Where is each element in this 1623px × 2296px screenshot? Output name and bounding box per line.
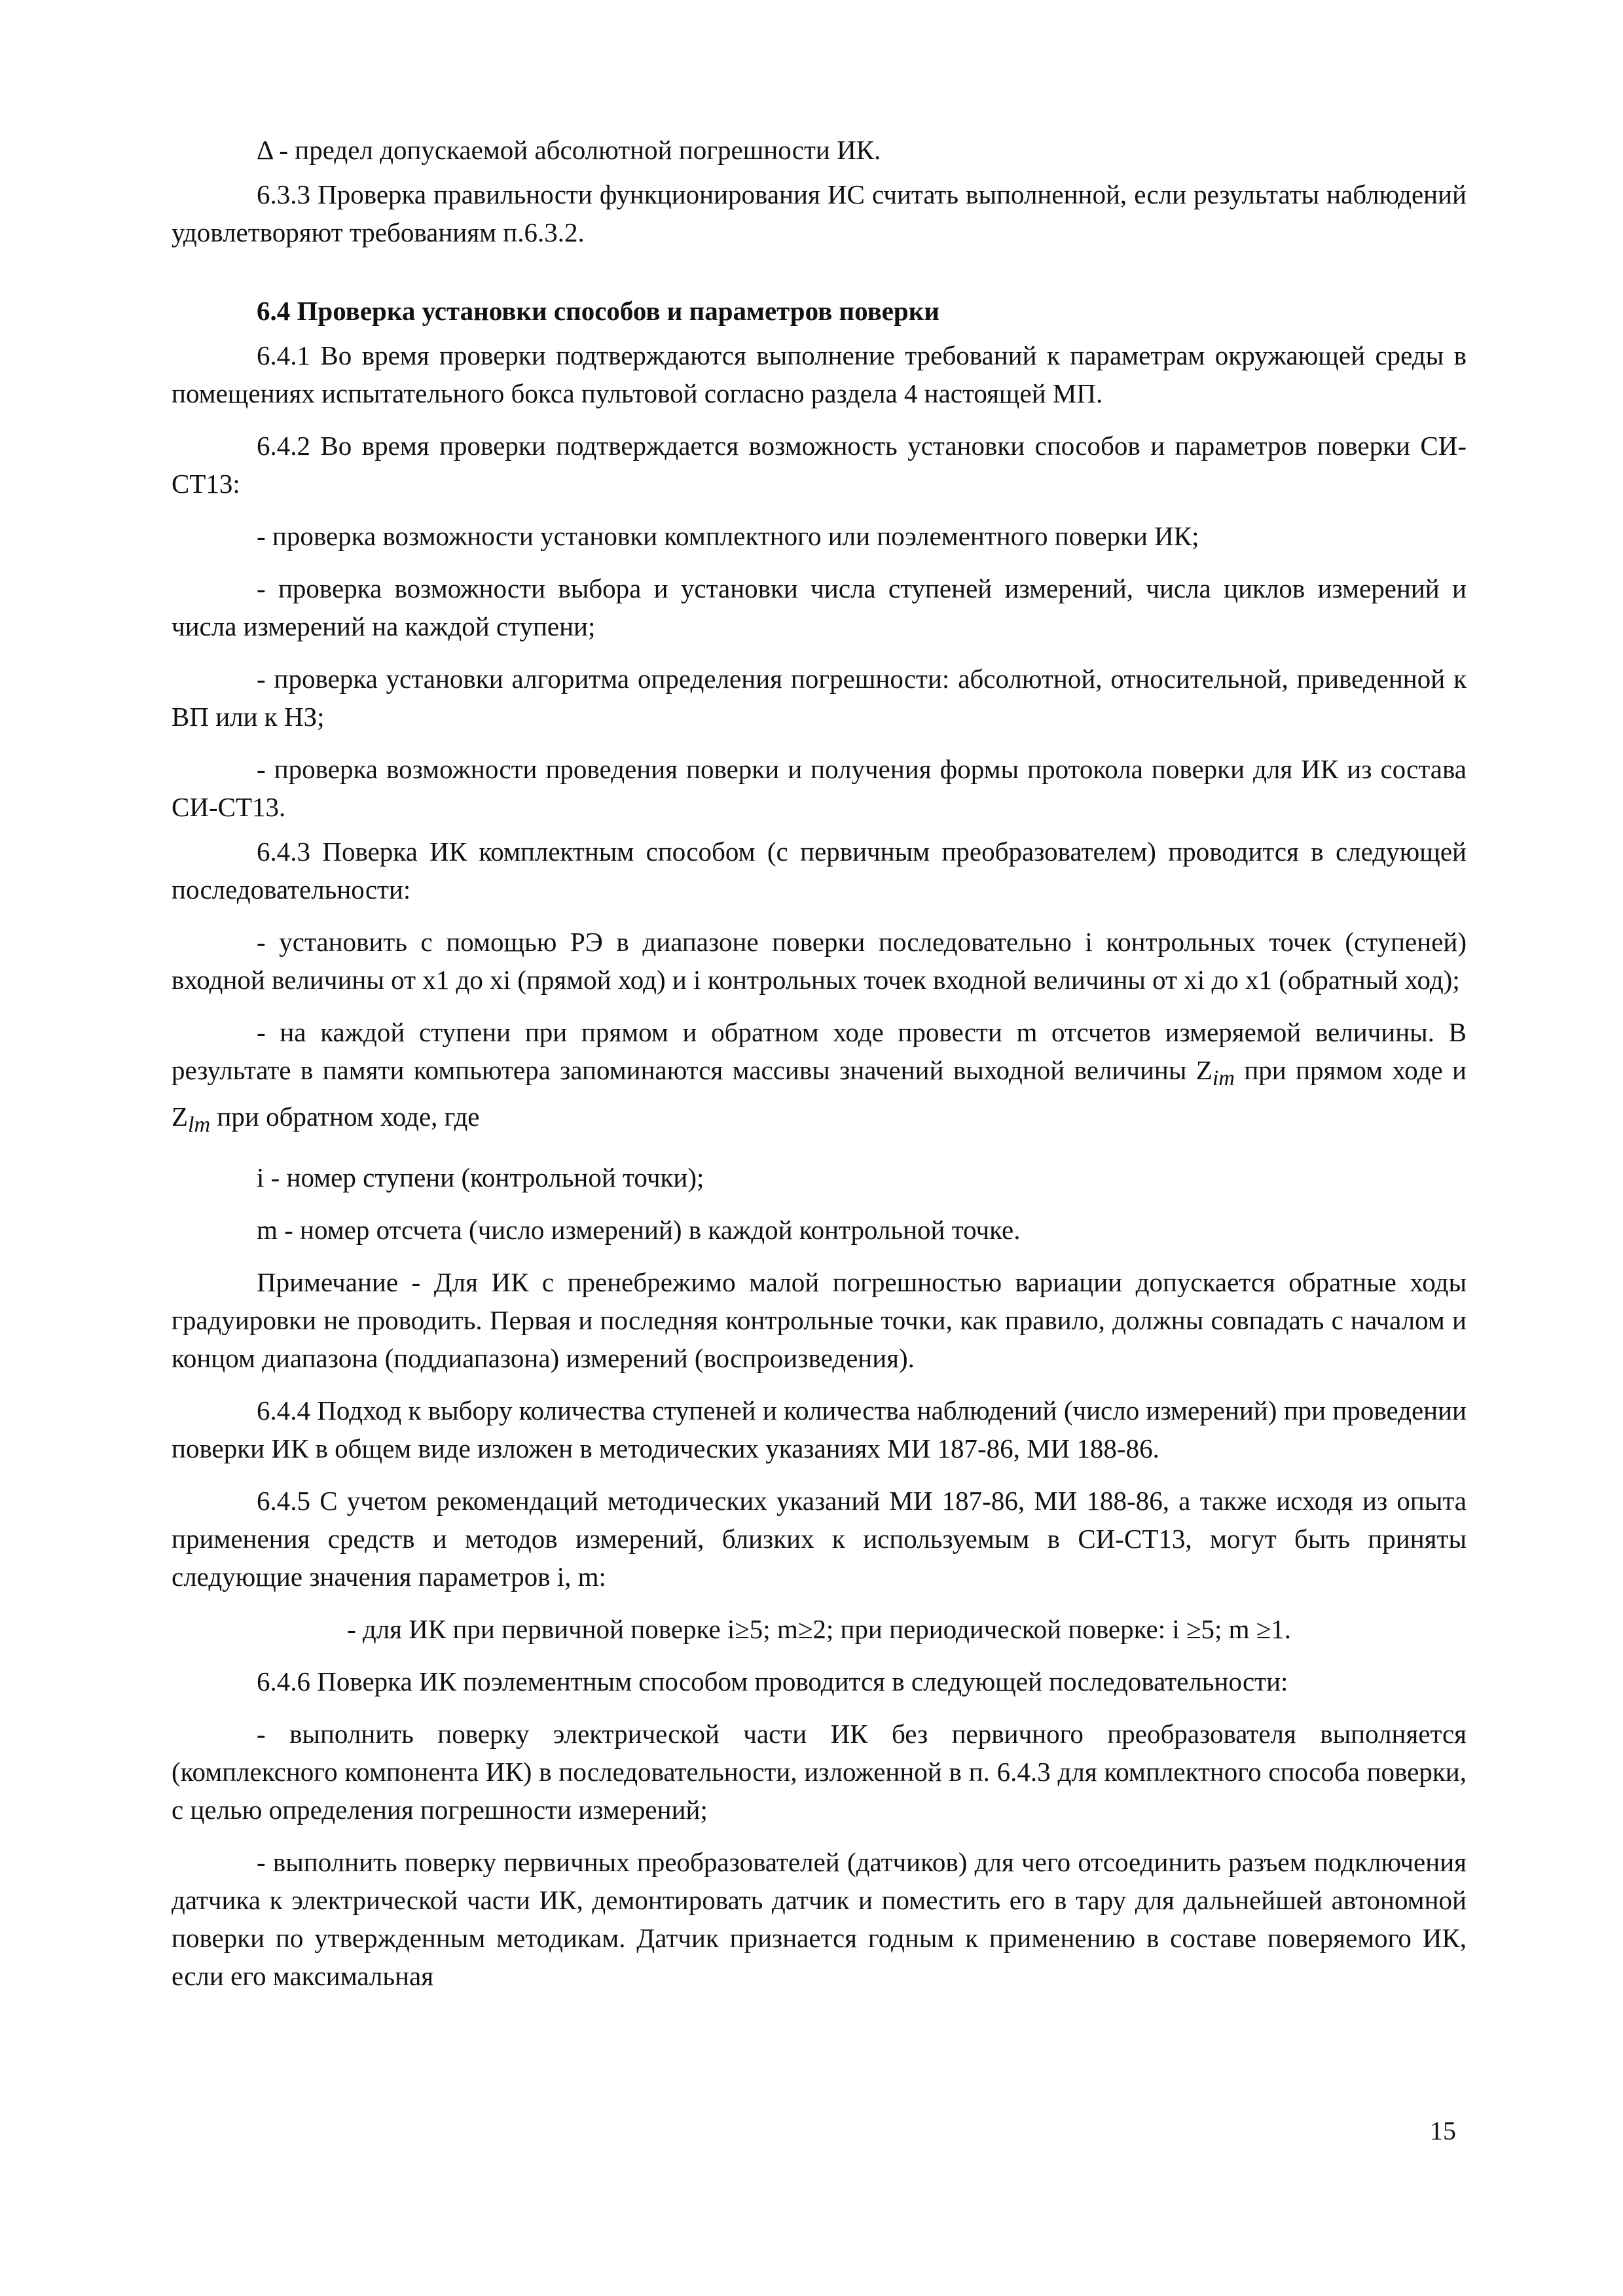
z-symbol-2: Z bbox=[172, 1102, 189, 1132]
readings-text-a: - на каждой ступени при прямом и обратном ходе провести m отсчетов измеряемой величины. В результате в памяти компьютера запоминаются массивы значений выходной величины bbox=[172, 1017, 1467, 1085]
definition-m: m - номер отсчета (число измерений) в каждой контрольной точке. bbox=[257, 1215, 1021, 1246]
list-item-sensors: - выполнить поверку первичных преобразователей (датчиков) для чего отсоединить разъем подключения датчика к электрической части ИК, демонтировать датчик и поместить его в тару для дальнейшей автономной поверки по утвержденным методикам. Датчик признается годным к применению в составе поверяемого ИК, если его максимальная bbox=[172, 1847, 1467, 1992]
note-paragraph: Примечание - Для ИК с пренебрежимо малой погрешностью вариации допускается обратные ходы градуировки не проводить. Первая и последняя контрольные точки, как правило, должны совпадать с началом и концом диапазона (поддиапазона) измерений (воспроизведения). bbox=[172, 1267, 1467, 1374]
paragraph-6-4-6: 6.4.6 Поверка ИК поэлементным способом проводится в следующей последовательности: bbox=[257, 1666, 1288, 1697]
subscript-lm: lm bbox=[188, 1113, 211, 1138]
list-item-complete-or-element: - проверка возможности установки комплектного или поэлементного поверки ИК; bbox=[257, 521, 1199, 551]
list-item-control-points: - установить с помощью РЭ в диапазоне поверки последовательно i контрольных точек (ступеней) входной величины от x1 до xi (прямой ход) и i контрольных точек входной величины от xi до x1 (обратный ход); bbox=[172, 927, 1467, 995]
readings-text-b: при прямом ходе и bbox=[1234, 1055, 1467, 1085]
parameters-line: - для ИК при первичной поверке i≥5; m≥2; при периодической поверке: i ≥5; m ≥1. bbox=[346, 1614, 1292, 1645]
readings-text-c: при обратном ходе, где bbox=[210, 1102, 480, 1132]
list-item-steps-cycles: - проверка возможности выбора и установки числа ступеней измерений, числа циклов измерений и числа измерений на каждой ступени; bbox=[172, 573, 1467, 641]
z-symbol: Z bbox=[1195, 1055, 1213, 1085]
subscript-im: im bbox=[1212, 1066, 1235, 1091]
paragraph-6-3-3: 6.3.3 Проверка правильности функционирования ИС считать выполненной, если результаты наблюдений удовлетворяют требованиям п.6.3.2. bbox=[172, 179, 1467, 247]
paragraph-6-4-1: 6.4.1 Во время проверки подтверждаются выполнение требований к параметрам окружающей среды в помещениях испытательного бокса пультовой согласно раздела 4 настоящей МП. bbox=[172, 340, 1467, 408]
list-item-protocol: - проверка возможности проведения поверки и получения формы протокола поверки для ИК из состава СИ-СТ13. bbox=[172, 754, 1467, 822]
paragraph-6-4-5: 6.4.5 С учетом рекомендаций методических указаний МИ 187-86, МИ 188-86, а также исходя из опыта применения средств и методов измерений, близких к используемым в СИ-СТ13, могут быть приняты следующие значения параметров i, m: bbox=[172, 1486, 1467, 1592]
paragraph-6-4-4: 6.4.4 Подход к выбору количества ступеней и количества наблюдений (число измерений) при проведении поверки ИК в общем виде изложен в методических указаниях МИ 187-86, МИ 188-86. bbox=[172, 1395, 1467, 1464]
paragraph-6-4-2: 6.4.2 Во время проверки подтверждается возможность установки способов и параметров поверки СИ-СТ13: bbox=[172, 431, 1467, 499]
section-heading-6-4: 6.4 Проверка установки способов и параметров поверки bbox=[257, 296, 939, 326]
delta-definition: Δ - предел допускаемой абсолютной погрешности ИК. bbox=[257, 135, 881, 165]
page-number: 15 bbox=[1430, 2116, 1456, 2145]
definition-i: i - номер ступени (контрольной точки); bbox=[257, 1162, 704, 1193]
list-item-readings bbox=[172, 1013, 1467, 1144]
paragraph-6-4-3: 6.4.3 Поверка ИК комплектным способом (с первичным преобразователем) проводится в следующей последовательности: bbox=[172, 836, 1467, 905]
list-item-electrical-part: - выполнить поверку электрической части ИК без первичного преобразователя выполняется (комплексного компонента ИК) в последовательности, изложенной в п. 6.4.3 для комплектного способа поверки, с целью определения погрешности измерений; bbox=[172, 1719, 1467, 1825]
page-content bbox=[172, 131, 1467, 1995]
list-item-error-algorithm: - проверка установки алгоритма определения погрешности: абсолютной, относительной, приведенной к ВП или к НЗ; bbox=[172, 664, 1467, 732]
